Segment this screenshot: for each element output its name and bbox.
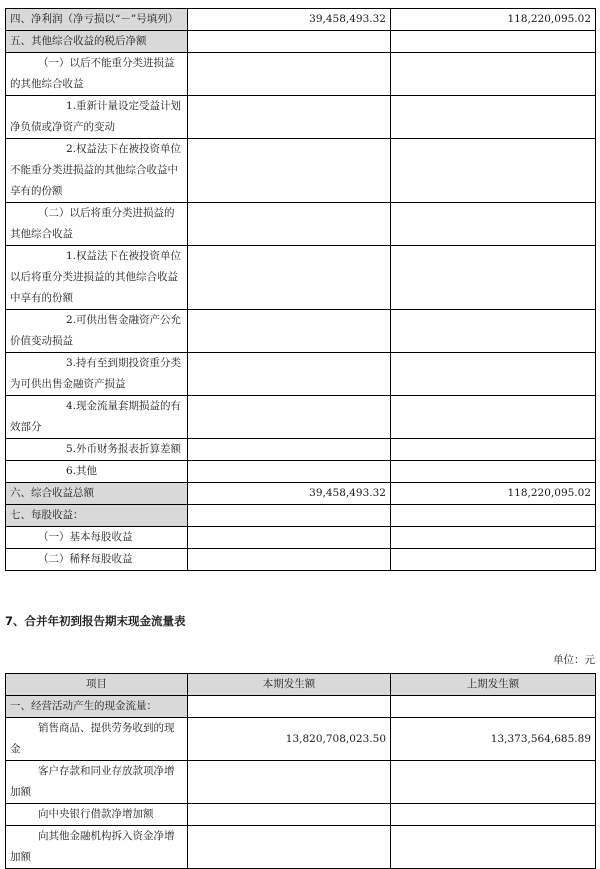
row-current-value (188, 139, 391, 203)
row-current-value (188, 203, 391, 246)
row-previous-value (391, 826, 596, 869)
row-previous-value (391, 527, 596, 549)
row-label: 客户存款和同业存放款项净增加额 (6, 761, 188, 804)
row-current-value (188, 461, 391, 483)
row-previous-value (391, 549, 596, 571)
row-label: 5.外币财务报表折算差额 (6, 439, 188, 461)
row-current-value (188, 696, 391, 718)
row-label: （二）以后将重分类进损益的其他综合收益 (6, 203, 188, 246)
header-current: 本期发生额 (188, 674, 391, 696)
row-current-value (188, 310, 391, 353)
row-current-value (188, 53, 391, 96)
row-current-value: 13,820,708,023.50 (188, 718, 391, 761)
table-row (6, 439, 596, 461)
row-previous-value: 118,220,095.02 (391, 9, 596, 31)
cashflow-statement-table (5, 673, 596, 869)
row-current-value (188, 246, 391, 310)
row-previous-value (391, 31, 596, 53)
table-row (6, 461, 596, 483)
row-label: （一）基本每股收益 (6, 527, 188, 549)
row-previous-value (391, 96, 596, 139)
row-current-value (188, 505, 391, 527)
table-row (6, 761, 596, 804)
row-label: （二）稀释每股收益 (6, 549, 188, 571)
table-row (6, 246, 596, 310)
row-current-value (188, 31, 391, 53)
row-current-value: 39,458,493.32 (188, 483, 391, 505)
row-label: 2.可供出售金融资产公允价值变动损益 (6, 310, 188, 353)
table-row (6, 139, 596, 203)
row-previous-value (391, 53, 596, 96)
table-row (6, 483, 596, 505)
table-row (6, 203, 596, 246)
row-current-value: 39,458,493.32 (188, 9, 391, 31)
table-row (6, 31, 596, 53)
row-label: 1.权益法下在被投资单位以后将重分类进损益的其他综合收益中享有的份额 (6, 246, 188, 310)
row-label: 2.权益法下在被投资单位不能重分类进损益的其他综合收益中享有的份额 (6, 139, 188, 203)
row-current-value (188, 396, 391, 439)
row-previous-value (391, 310, 596, 353)
row-current-value (188, 761, 391, 804)
income-statement-table (5, 8, 596, 571)
header-previous: 上期发生额 (391, 674, 596, 696)
section-title: 7、合并年初到报告期末现金流量表 (5, 614, 186, 628)
row-previous-value (391, 505, 596, 527)
row-previous-value (391, 353, 596, 396)
row-current-value (188, 826, 391, 869)
row-current-value (188, 353, 391, 396)
table-row (6, 549, 596, 571)
table-row (6, 826, 596, 869)
row-previous-value (391, 439, 596, 461)
row-label: 五、其他综合收益的税后净额 (6, 31, 188, 53)
row-label: 六、综合收益总额 (6, 483, 188, 505)
table-row (6, 53, 596, 96)
row-previous-value (391, 203, 596, 246)
table-row (6, 396, 596, 439)
table-row (6, 310, 596, 353)
row-current-value (188, 527, 391, 549)
row-current-value (188, 439, 391, 461)
row-previous-value (391, 761, 596, 804)
unit-label: 单位：元 (553, 654, 595, 666)
table-row (6, 696, 596, 718)
row-previous-value (391, 804, 596, 826)
row-label: 向其他金融机构拆入资金净增加额 (6, 826, 188, 869)
table-row (6, 505, 596, 527)
row-current-value (188, 549, 391, 571)
row-label: 四、净利润（净亏损以“－”号填列） (6, 9, 188, 31)
row-previous-value: 13,373,564,685.89 (391, 718, 596, 761)
row-previous-value (391, 461, 596, 483)
row-previous-value (391, 396, 596, 439)
row-label: 1.重新计量设定受益计划净负债或净资产的变动 (6, 96, 188, 139)
row-label: 一、经营活动产生的现金流量： (6, 696, 188, 718)
table-row (6, 96, 596, 139)
row-label: 七、每股收益： (6, 505, 188, 527)
table-row (6, 9, 596, 31)
table-row (6, 718, 596, 761)
table-row (6, 527, 596, 549)
header-item: 项目 (6, 674, 188, 696)
cashflow-header-row (6, 674, 596, 696)
row-previous-value (391, 696, 596, 718)
row-label: 向中央银行借款净增加额 (6, 804, 188, 826)
row-current-value (188, 96, 391, 139)
row-label: 6.其他 (6, 461, 188, 483)
row-label: 4.现金流量套期损益的有效部分 (6, 396, 188, 439)
row-label: 3.持有至到期投资重分类为可供出售金融资产损益 (6, 353, 188, 396)
row-label: 销售商品、提供劳务收到的现金 (6, 718, 188, 761)
row-current-value (188, 804, 391, 826)
row-previous-value (391, 139, 596, 203)
table-row (6, 353, 596, 396)
row-label: （一）以后不能重分类进损益的其他综合收益 (6, 53, 188, 96)
row-previous-value: 118,220,095.02 (391, 483, 596, 505)
row-previous-value (391, 246, 596, 310)
table-row (6, 804, 596, 826)
